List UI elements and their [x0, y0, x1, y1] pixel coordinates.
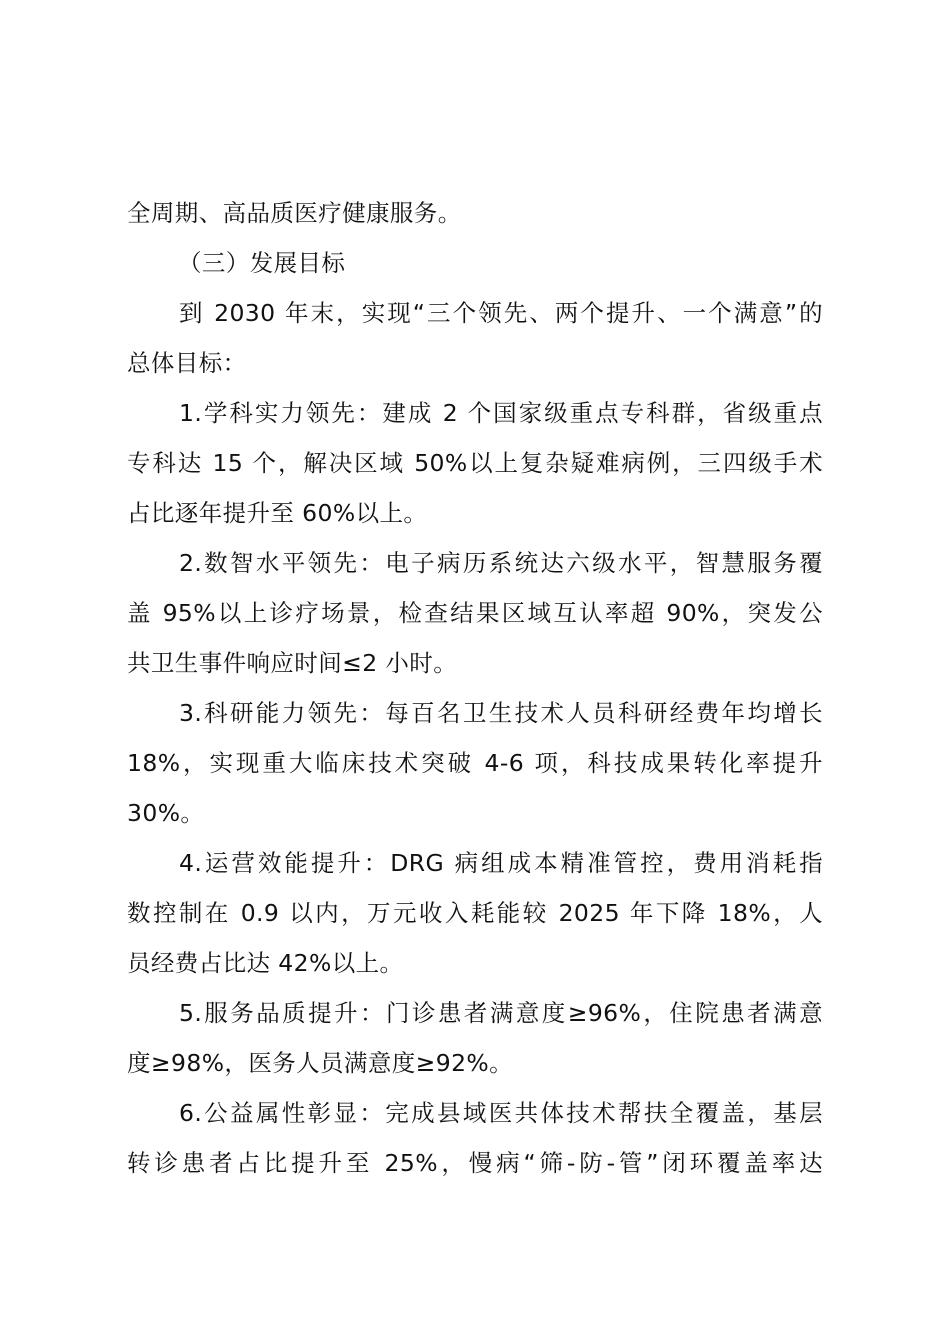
goal-1-line-2: 专科达 15 个，解决区域 50%以上复杂疑难病例，三四级手术: [127, 449, 823, 477]
goal-4-line-3: 员经费占比达 42%以上。: [127, 949, 404, 977]
goal-2-line-1: 2.数智水平领先：电子病历系统达六级水平，智慧服务覆: [179, 549, 823, 577]
text-line-3: 到 2030 年末，实现“三个领先、两个提升、一个满意”的: [179, 299, 823, 327]
goal-3-line-2: 18%，实现重大临床技术突破 4-6 项，科技成果转化率提升: [127, 749, 823, 777]
section-heading: （三）发展目标: [178, 249, 346, 277]
goal-5-line-2: 度≥98%，医务人员满意度≥92%。: [127, 1049, 514, 1077]
goal-4-line-2: 数控制在 0.9 以内，万元收入耗能较 2025 年下降 18%，人: [127, 899, 823, 927]
goal-2-line-3: 共卫生事件响应时间≤2 小时。: [127, 649, 458, 677]
text-line-1: 全周期、高品质医疗健康服务。: [127, 199, 462, 227]
text-line-4: 总体目标：: [127, 349, 247, 377]
goal-5-line-1: 5.服务品质提升：门诊患者满意度≥96%，住院患者满意: [179, 999, 823, 1027]
goal-3-line-1: 3.科研能力领先：每百名卫生技术人员科研经费年均增长: [179, 699, 823, 727]
goal-6-line-1: 6.公益属性彰显：完成县域医共体技术帮扶全覆盖，基层: [179, 1099, 823, 1127]
goal-3-line-3: 30%。: [127, 799, 205, 827]
goal-1-line-3: 占比逐年提升至 60%以上。: [127, 499, 428, 527]
goal-1-line-1: 1.学科实力领先：建成 2 个国家级重点专科群，省级重点: [179, 399, 823, 427]
goal-6-line-2: 转诊患者占比提升至 25%，慢病“筛-防-管”闭环覆盖率达: [127, 1149, 823, 1177]
goal-2-line-2: 盖 95%以上诊疗场景，检查结果区域互认率超 90%，突发公: [127, 599, 823, 627]
goal-4-line-1: 4.运营效能提升：DRG 病组成本精准管控，费用消耗指: [179, 849, 823, 877]
